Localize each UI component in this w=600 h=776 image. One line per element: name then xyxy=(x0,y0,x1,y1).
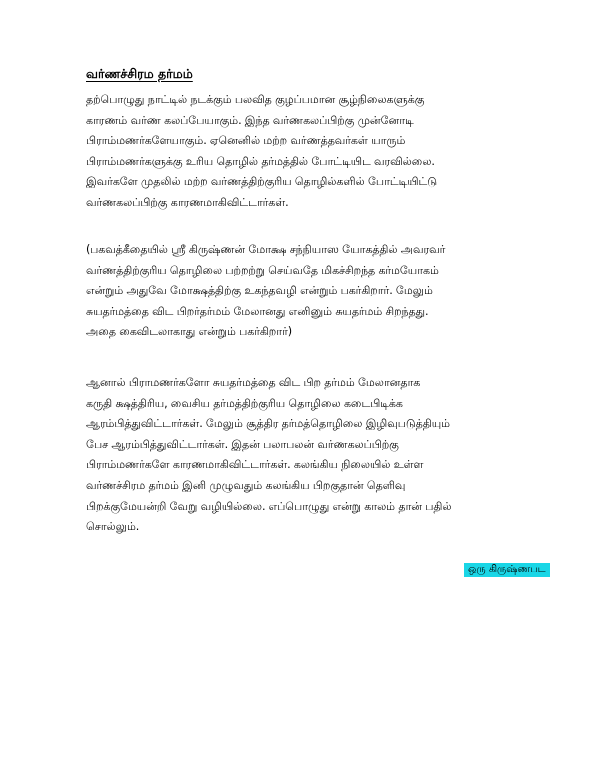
paragraph-line: சொல்லும். xyxy=(86,520,140,534)
author-signature: ஒரு கிருஷ்ணபட xyxy=(464,563,550,577)
paragraph-line: தற்பொழுது நாட்டில் நடக்கும் பலவித குழப்பமான சூழ்நிலைகளுக்கு xyxy=(86,93,425,106)
paragraph-line: பிராம்மணர்களேயாகும். ஏனெனில் மற்ற வர்ணத்தவர்கள் யாரும் xyxy=(86,134,406,148)
paragraph-line: பிராம்மணர்களுக்கு உரிய தொழில் தர்மத்தில் போட்டியிட வரவில்லை. xyxy=(86,154,435,168)
paragraph-line: அதை கைவிடலாகாது என்றும் பகர்கிறார்) xyxy=(86,325,292,339)
paragraph-line: வர்ணகலப்பிற்கு காரணமாகிவிட்டார்கள். xyxy=(86,195,289,209)
paragraph-line: வர்ணச்சிரம தர்மம் இனி முழுவதும் கலங்கிய பிறகுதான் தெளிவு xyxy=(86,478,406,492)
paragraph-line: பேச ஆரம்பித்துவிட்டார்கள். இதன் பலாபலன் வர்ணகலப்பிற்கு xyxy=(86,437,399,451)
paragraph-line: வர்ணத்திற்குரிய தொழிலை பற்றற்று செய்வதே மிகச்சிறந்த கர்மயோகம் xyxy=(86,263,439,277)
paragraph-line: என்றும் அதுவே மோக்ஷத்திற்கு உகந்தவழி என்றும் பகர்கிறார். மேலும் xyxy=(86,284,433,298)
paragraph-line: ஆனால் பிராமணர்களோ சுயதர்மத்தை விட பிற தர்மம் மேலானதாக xyxy=(86,376,421,389)
paragraph-line: இவர்களே முதலில் மற்ற வர்ணத்திற்குரிய தொழில்களில் போட்டியிட்டு xyxy=(86,175,438,189)
paragraph-line: சுயதர்மத்தை விட பிறர்தர்மம் மேலானது எனினும் சுயதர்மம் சிறந்தது. xyxy=(86,304,429,318)
paragraph-3 xyxy=(86,373,526,538)
paragraph-line: (பகவத்கீதையில் ஸ்ரீ கிருஷ்ணன் மோக்ஷ சந்நியாஸ யோகத்தில் அவரவர் xyxy=(86,243,446,256)
paragraph-line: பிராம்மணர்களே காரணமாகிவிட்டார்கள். கலங்கிய நிலையில் உள்ள xyxy=(86,458,424,472)
paragraph-line: கருதி க்ஷத்திரிய, வைசிய தர்மத்திற்குரிய தொழிலை கடைபிடிக்க xyxy=(86,396,403,410)
paragraph-1 xyxy=(86,90,526,214)
document-title: வர்ணச்சிரம தர்மம் xyxy=(86,66,193,81)
paragraph-2 xyxy=(86,240,526,343)
paragraph-line: காரணம் வர்ண கலப்பேயாகும். இந்த வர்ணகலப்பிற்கு முன்னோடி xyxy=(86,113,414,127)
paragraph-line: பிறக்குமேயன்றி வேறு வழியில்லை. எப்பொழுது என்று காலம் தான் பதில் xyxy=(86,499,452,513)
paragraph-line: ஆரம்பித்துவிட்டார்கள். மேலும் சூத்திர தர்மத்தொழிலை இழிவுபடுத்தியும் xyxy=(86,417,450,431)
